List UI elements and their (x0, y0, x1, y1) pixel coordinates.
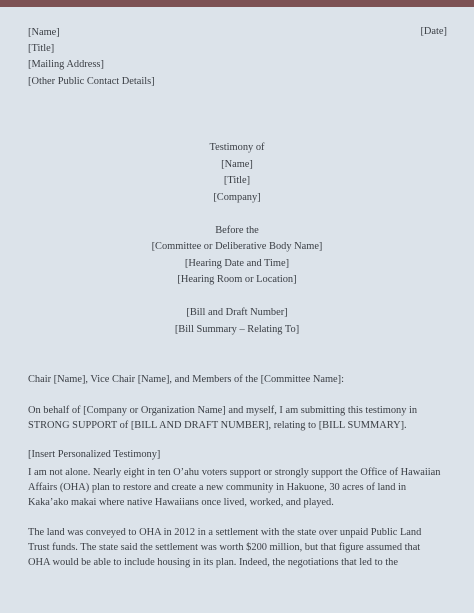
sender-name: [Name] (28, 27, 60, 38)
support-line-2: STRONG SUPPORT of [BILL AND DRAFT NUMBER], relating to [BILL SUMMARY]. (28, 419, 407, 431)
testifier-title: [Title] (223, 175, 251, 186)
bill-number: [Bill and Draft Number] (186, 307, 288, 318)
letter-date: [Date] (420, 26, 447, 37)
sender-contact-details: [Other Public Contact Details] (28, 76, 155, 87)
voter-line-2: Affairs (OHA) plan to restore and create a new community in Hakuone, 30 acres of land in (28, 481, 407, 493)
testifier-company: [Company] (213, 192, 261, 203)
top-accent-bar (0, 0, 474, 7)
before-label: Before the (215, 225, 259, 236)
support-paragraph (28, 404, 450, 434)
testimony-document (0, 7, 474, 613)
settlement-line-2: Trust funds. The state said the settlement was worth $200 million, but that figure assumed that (28, 541, 421, 553)
salutation: Chair [Name], Vice Chair [Name], and Members of the [Committee Name]: (28, 374, 344, 385)
hearing-room: [Hearing Room or Location] (177, 274, 297, 285)
hearing-date-time: [Hearing Date and Time] (184, 258, 290, 269)
settlement-line-1: The land was conveyed to OHA in 2012 in a settlement with the state over unpaid Public Land (28, 527, 422, 538)
bill-summary: [Bill Summary – Relating To] (174, 324, 300, 335)
support-line-1: On behalf of [Company or Organization Name] and myself, I am submitting this testimony in (28, 405, 418, 416)
personalized-testimony-placeholder: [Insert Personalized Testimony] (28, 449, 161, 460)
voter-support-paragraph (28, 466, 450, 510)
testifier-name: [Name] (221, 159, 253, 170)
sender-mailing-address: [Mailing Address] (28, 59, 104, 70)
voter-line-1: I am not alone. Nearly eight in ten O’ahu voters support or strongly support the Office of Hawaiian (28, 467, 441, 478)
committee-name: [Committee or Deliberative Body Name] (151, 241, 323, 252)
testimony-heading: Testimony of (209, 142, 265, 153)
land-settlement-paragraph (28, 526, 450, 570)
voter-line-3: Kaka’ako makai where native Hawaiians once lived, worked, and played. (28, 496, 334, 508)
settlement-line-3: OHA would be able to include housing in its plan. Indeed, the negotiations that led to the (28, 556, 398, 568)
sender-title: [Title] (28, 43, 55, 54)
